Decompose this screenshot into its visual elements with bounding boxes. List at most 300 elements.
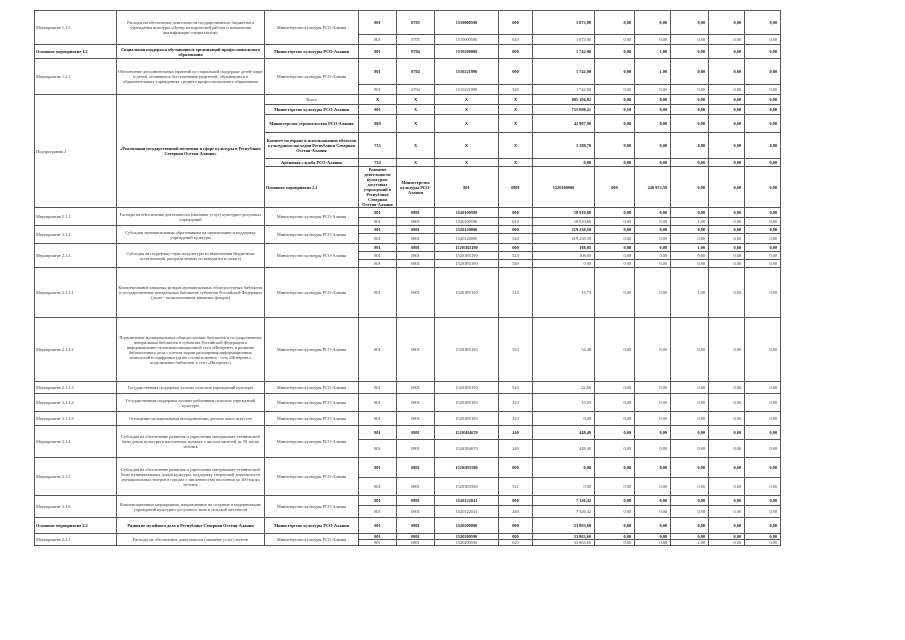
cell-v2: 0,00 — [595, 496, 635, 506]
cell-rz: X — [397, 115, 435, 133]
cell-v1: 54,48 — [533, 318, 595, 382]
cell-rz: 0801 — [397, 268, 435, 318]
cell-v4: 0,00 — [671, 105, 709, 115]
cell-csr: 1520200000 — [435, 518, 499, 534]
cell-csr: 15201R5190 — [435, 412, 499, 426]
cell-desc: Комплектование книжных фондов муниципальных общедоступных библиотек и государственных центральных библиотек субъектов Российской Федерации (далее - комплектование книжных фондов) — [117, 268, 265, 318]
cell-grbs: 801 — [359, 382, 397, 394]
cell-v5: 0,00 — [709, 426, 745, 440]
cell-v4: 0,00 — [671, 115, 709, 133]
cell-v4: 0,00 — [745, 167, 781, 208]
cell-rz: X — [397, 133, 435, 159]
cell-grbs: 809 — [359, 115, 397, 133]
table-row — [35, 226, 781, 234]
cell-grbs: 801 — [359, 208, 397, 218]
cell-grbs: 801 — [359, 506, 397, 518]
cell-v3: 0,00 — [635, 260, 671, 268]
cell-v2: 0,00 — [595, 540, 635, 546]
cell-desc: Государственная поддержка лучших сельских учреждений культуры — [117, 382, 265, 394]
cell-v5: 0,00 — [709, 382, 745, 394]
cell-v5: 0,00 — [709, 260, 745, 268]
cell-exec: Всего — [265, 95, 359, 105]
cell-v3: 0,00 — [635, 506, 671, 518]
cell-exec: Министерство культуры РСО-Алания — [397, 167, 435, 208]
cell-rz: 0801 — [397, 208, 435, 218]
cell-rz: 0801 — [397, 458, 435, 478]
cell-v3: 0,00 — [635, 115, 671, 133]
cell-csr: 1520100590 — [435, 218, 499, 226]
cell-v1: 1 742,00 — [533, 59, 595, 85]
cell-v2: 0,00 — [595, 95, 635, 105]
cell-grbs: 801 — [359, 496, 397, 506]
cell-v6: 0,00 — [745, 133, 781, 159]
cell-name: Мероприятие 1.2.1 — [35, 59, 117, 95]
cell-v6: 0,00 — [745, 318, 781, 382]
cell-grbs: 801 — [359, 234, 397, 244]
cell-v3: 0,00 — [635, 244, 671, 252]
cell-v4: 0,00 — [671, 85, 709, 95]
cell-rz: 0704 — [397, 85, 435, 95]
cell-vr: X — [499, 95, 533, 105]
cell-grbs: 801 — [359, 252, 397, 260]
table-row — [35, 394, 781, 412]
cell-csr: 15201R5190 — [435, 318, 499, 382]
cell-v1: 15,73 — [533, 268, 595, 318]
cell-v3: 0,00 — [635, 412, 671, 426]
cell-v3: 0,00 — [635, 11, 671, 35]
cell-v2: 0,00 — [595, 506, 635, 518]
cell-vr: 240 — [499, 440, 533, 458]
cell-name: Мероприятие 2.1.3 — [35, 244, 117, 268]
cell-vr: 000 — [499, 518, 533, 534]
cell-v1: 0,00 — [533, 458, 595, 478]
cell-v4: 0,00 — [671, 478, 709, 496]
cell-csr: 1510000590 — [435, 11, 499, 35]
cell-grbs: 801 — [359, 518, 397, 534]
cell-v4: 0,00 — [671, 412, 709, 426]
cell-vr: 523 — [499, 412, 533, 426]
cell-grbs: 801 — [359, 244, 397, 252]
cell-rz: 0705 — [397, 35, 435, 45]
cell-grbs: 801 — [435, 167, 499, 208]
cell-name: Мероприятие 2.1.6 — [35, 496, 117, 518]
cell-v5: 0,00 — [709, 115, 745, 133]
cell-csr: X — [435, 159, 499, 167]
cell-csr: 1520120000 — [435, 226, 499, 234]
cell-v1: 0,00 — [533, 260, 595, 268]
cell-csr: 15201R5580 — [435, 478, 499, 496]
cell-v4: 0,00 — [671, 458, 709, 478]
cell-grbs: 801 — [359, 260, 397, 268]
cell-rz: 0801 — [397, 478, 435, 496]
cell-v2: 0,00 — [595, 85, 635, 95]
cell-v3: 0,00 — [635, 85, 671, 95]
cell-v3: 0,00 — [635, 478, 671, 496]
cell-v6: 0,00 — [745, 226, 781, 234]
cell-v6: 0,00 — [745, 45, 781, 59]
cell-v3: 0,00 — [635, 234, 671, 244]
cell-name: Мероприятие 2.1.3.3 — [35, 382, 117, 394]
cell-vr: 523 — [499, 382, 533, 394]
cell-v5: 0,00 — [709, 518, 745, 534]
cell-v6: 0,00 — [745, 105, 781, 115]
cell-name: Подпрограмма 2 — [35, 95, 117, 208]
cell-exec: Министерство культуры РСО-Алания — [265, 11, 359, 45]
cell-v2: 0,00 — [595, 11, 635, 35]
cell-name: Мероприятие 1.1.5 — [35, 11, 117, 45]
table-row — [35, 496, 781, 506]
cell-v6: 0,00 — [745, 540, 781, 546]
cell-v4: 1,00 — [671, 268, 709, 318]
cell-v6: 0,00 — [745, 440, 781, 458]
cell-grbs: 801 — [359, 412, 397, 426]
budget-allocation-table — [34, 10, 781, 546]
cell-v6: 0,00 — [745, 244, 781, 252]
cell-vr: 523 — [499, 318, 533, 382]
cell-csr: X — [435, 95, 499, 105]
cell-grbs: 801 — [359, 226, 397, 234]
cell-v2: 0,00 — [595, 478, 635, 496]
cell-v2: 0,00 — [595, 458, 635, 478]
cell-v2: 0,00 — [595, 252, 635, 260]
cell-vr: 610 — [499, 35, 533, 45]
cell-desc: Субсидии муниципальным образованиям на организацию и поддержку учреждений культуры — [117, 226, 265, 244]
cell-vr: X — [499, 115, 533, 133]
cell-v5: 0,00 — [709, 244, 745, 252]
cell-v1: 22,86 — [533, 382, 595, 394]
cell-v6: 0,00 — [745, 59, 781, 85]
cell-v4: 0,00 — [671, 208, 709, 218]
cell-csr: X — [435, 115, 499, 133]
cell-v4: 0,00 — [671, 394, 709, 412]
cell-vr: 523 — [499, 252, 533, 260]
cell-exec: Министерство культуры РСО-Алания — [265, 518, 359, 534]
cell-v3: 1,00 — [635, 59, 671, 85]
cell-name: Мероприятие 2.1.3.5 — [35, 412, 117, 426]
cell-vr: 521 — [499, 478, 533, 496]
cell-v2: 0,00 — [595, 382, 635, 394]
cell-v4: 0,00 — [671, 426, 709, 440]
cell-rz: 0704 — [397, 59, 435, 85]
cell-v5: 0,00 — [709, 252, 745, 260]
cell-v3: 0,00 — [635, 534, 671, 540]
cell-vr: 000 — [499, 226, 533, 234]
cell-v4: 0,00 — [671, 440, 709, 458]
cell-v2: 0,00 — [595, 159, 635, 167]
table-row — [35, 426, 781, 440]
cell-rz: 0801 — [397, 534, 435, 540]
cell-csr: 1510200000 — [435, 45, 499, 59]
cell-rz: 0801 — [397, 394, 435, 412]
cell-desc: Развитие музейного дела в Республике Северная Осетия-Алания — [117, 518, 265, 534]
cell-v3: 0,00 — [635, 95, 671, 105]
cell-v4: 0,00 — [671, 133, 709, 159]
cell-v2: 0,00 — [595, 59, 635, 85]
cell-grbs: 801 — [359, 85, 397, 95]
cell-v6: 0,00 — [745, 208, 781, 218]
cell-v6: 0,00 — [745, 394, 781, 412]
cell-v1: 1 742,00 — [533, 85, 595, 95]
cell-v2: 0,00 — [595, 244, 635, 252]
cell-grbs: 801 — [359, 105, 397, 115]
cell-rz: 0704 — [397, 45, 435, 59]
cell-v1: 108,05 — [533, 244, 595, 252]
cell-v1: 42 907,90 — [533, 115, 595, 133]
cell-rz: 0801 — [397, 318, 435, 382]
cell-vr: 240 — [499, 506, 533, 518]
cell-rz: 0801 — [397, 496, 435, 506]
cell-csr: 1520120000 — [435, 234, 499, 244]
cell-grbs: 801 — [359, 458, 397, 478]
cell-rz: 0801 — [397, 226, 435, 234]
cell-v3: 1,00 — [635, 45, 671, 59]
cell-rz: 0801 — [397, 234, 435, 244]
cell-rz: 0705 — [397, 11, 435, 35]
cell-v1: 805 194,82 — [533, 95, 595, 105]
cell-csr: 15201R5190 — [435, 268, 499, 318]
cell-grbs: 801 — [359, 394, 397, 412]
table-row — [35, 95, 781, 105]
cell-v4: 0,00 — [671, 11, 709, 35]
cell-rz: 0801 — [397, 506, 435, 518]
table-row — [35, 268, 781, 318]
cell-csr: 1520200590 — [435, 540, 499, 546]
cell-csr: 15201R5190 — [435, 260, 499, 268]
cell-v4: 0,00 — [671, 159, 709, 167]
cell-grbs: 801 — [359, 426, 397, 440]
cell-v1: 246 953,59 — [635, 167, 671, 208]
cell-grbs: 801 — [359, 534, 397, 540]
cell-desc: Государственная поддержка лучших работников сельских учреждений культуры — [117, 394, 265, 412]
cell-v3: 0,00 — [635, 105, 671, 115]
cell-v6: 0,00 — [745, 234, 781, 244]
cell-v5: 0,00 — [709, 458, 745, 478]
cell-v6: 0,00 — [745, 426, 781, 440]
table-row — [35, 318, 781, 382]
cell-v6: 0,00 — [745, 252, 781, 260]
cell-v2: 0,00 — [595, 534, 635, 540]
cell-v2: 0,00 — [595, 394, 635, 412]
cell-v6: 0,00 — [745, 518, 781, 534]
budget-document-page — [34, 10, 777, 546]
cell-desc: «Реализация государственной политики в сфере культуры в Республике Северная Осетия-Алания» — [117, 95, 265, 208]
cell-grbs: 801 — [359, 540, 397, 546]
cell-name: Мероприятие 2.1.3.2 — [35, 318, 117, 382]
cell-v4: 1,00 — [671, 540, 709, 546]
cell-v3: 0,00 — [635, 268, 671, 318]
cell-v5: 0,00 — [709, 35, 745, 45]
cell-v2: 0,00 — [595, 35, 635, 45]
cell-v6: 0,00 — [745, 496, 781, 506]
cell-v4: 0,00 — [671, 496, 709, 506]
cell-v4: 1,00 — [671, 218, 709, 226]
cell-v6: 0,00 — [745, 218, 781, 226]
table-row — [35, 45, 781, 59]
cell-exec: Министерство культуры РСО-Алания — [265, 382, 359, 394]
table-row — [35, 458, 781, 478]
cell-v5: 0,00 — [709, 478, 745, 496]
cell-v5: 0,00 — [709, 85, 745, 95]
cell-v2: 0,00 — [595, 426, 635, 440]
cell-v6: 0,00 — [745, 506, 781, 518]
cell-csr: 15201R5190 — [435, 244, 499, 252]
cell-desc: Обеспечение дополнительных гарантий по социальной поддержке детей-сирот и детей, оставшихся без попечения родителей, обучающихся в образовательных учреждениях среднего профессионального образования — [117, 59, 265, 95]
cell-rz: 0801 — [397, 218, 435, 226]
table-row — [35, 244, 781, 252]
cell-grbs: 801 — [359, 218, 397, 226]
cell-desc: Социальная поддержка обучающихся организаций профессионального образования — [117, 45, 265, 59]
cell-grbs: 801 — [359, 318, 397, 382]
cell-v1: 0,00 — [533, 412, 595, 426]
cell-v3: 0,00 — [635, 208, 671, 218]
cell-desc: Развитие деятельности культурно-досуговых учреждений в Республике Северная Осетия-Алания — [359, 167, 397, 208]
cell-v2: 0,00 — [595, 518, 635, 534]
cell-v4: 0,00 — [671, 95, 709, 105]
cell-v5: 0,00 — [709, 226, 745, 234]
cell-name: Мероприятие 2.2.1 — [35, 534, 117, 546]
cell-v4: 0,00 — [671, 45, 709, 59]
cell-v3: 0,00 — [709, 167, 745, 208]
cell-csr: 1520100590 — [435, 208, 499, 218]
cell-v6: 0,00 — [745, 35, 781, 45]
cell-v5: 0,00 — [709, 95, 745, 105]
cell-v1: 448,40 — [533, 426, 595, 440]
cell-rz: X — [397, 159, 435, 167]
cell-exec: Министерство культуры РСО-Алания — [265, 226, 359, 244]
cell-desc: Подключение муниципальных общедоступных библиотек и государственных центральных библиотек в субъектах Российской Федерации к информационно-телекоммуникационной сети «Интернет» и развитие библиотечного дела с учетом задачи расширения информационных технологий и оцифровки (далее соответственно - сеть «Интернет», подключение библиотек к сети «Интернет») — [117, 318, 265, 382]
cell-csr: X — [435, 105, 499, 115]
cell-exec: Министерство культуры РСО-Алания — [265, 496, 359, 518]
cell-v6: 0,00 — [745, 478, 781, 496]
cell-csr: 1520122041 — [435, 496, 499, 506]
cell-vr: 000 — [499, 244, 533, 252]
cell-desc: Субсидия на поддержку отрасли культуры из выполнения бюджетных ассигнований, распределённых по конкурсам и оплате) — [117, 244, 265, 268]
cell-vr: X — [499, 133, 533, 159]
cell-v3: 0,00 — [635, 35, 671, 45]
cell-v5: 0,00 — [709, 208, 745, 218]
cell-name: Основное мероприятие 2.2 — [35, 518, 117, 534]
cell-v2: 0,00 — [595, 318, 635, 382]
cell-vr: 000 — [499, 534, 533, 540]
cell-rz: 0801 — [397, 260, 435, 268]
cell-vr: 000 — [499, 458, 533, 478]
cell-v1: 0,00 — [533, 159, 595, 167]
cell-v3: 0,00 — [635, 540, 671, 546]
cell-v1: 53 863,60 — [533, 534, 595, 540]
cell-grbs: 801 — [359, 440, 397, 458]
cell-vr: 520 — [499, 234, 533, 244]
cell-vr: 620 — [499, 540, 533, 546]
cell-v2: 0,00 — [595, 268, 635, 318]
cell-csr: 1520122041 — [435, 506, 499, 518]
cell-exec: Министерство культуры РСО-Алания — [265, 534, 359, 546]
cell-rz: 0801 — [397, 412, 435, 426]
cell-vr: 320 — [499, 85, 533, 95]
cell-v3: 0,00 — [635, 226, 671, 234]
cell-v1: 448,40 — [533, 440, 595, 458]
cell-v1: 3 188,70 — [533, 133, 595, 159]
cell-csr: 1510221990 — [435, 59, 499, 85]
cell-csr: 1520100000 — [533, 167, 595, 208]
cell-exec: Министерство культуры РСО-Алания — [265, 426, 359, 458]
cell-exec: Министерство культуры РСО-Алания — [265, 458, 359, 496]
cell-grbs: 801 — [359, 268, 397, 318]
cell-v3: 0,00 — [635, 133, 671, 159]
cell-v6: 0,00 — [745, 268, 781, 318]
cell-name: Мероприятие 2.1.2 — [35, 226, 117, 244]
cell-name: Мероприятие 2.1.1 — [35, 208, 117, 226]
cell-v3: 0,00 — [635, 496, 671, 506]
cell-v3: 0,00 — [635, 458, 671, 478]
cell-v3: 0,00 — [635, 159, 671, 167]
cell-v3: 0,00 — [635, 394, 671, 412]
cell-rz: 0801 — [397, 518, 435, 534]
cell-vr: X — [499, 105, 533, 115]
cell-vr: 600 — [499, 11, 533, 35]
cell-v4: 0,00 — [671, 234, 709, 244]
cell-csr: 15201R5190 — [435, 394, 499, 412]
cell-csr: 1510221990 — [435, 85, 499, 95]
cell-desc: Расходы на обеспечение деятельности (оказание услуг) музеев — [117, 534, 265, 546]
cell-v4: 0,00 — [671, 260, 709, 268]
cell-rz: X — [397, 105, 435, 115]
cell-v5: 0,00 — [709, 534, 745, 540]
cell-v2: 0,00 — [595, 115, 635, 133]
cell-v3: 0,00 — [635, 318, 671, 382]
cell-v5: 0,00 — [709, 268, 745, 318]
cell-v1: 18 910,60 — [533, 208, 595, 218]
cell-grbs: 801 — [359, 478, 397, 496]
cell-csr: 1520200590 — [435, 534, 499, 540]
cell-csr: 15201R5190 — [435, 252, 499, 260]
cell-name: Мероприятие 2.1.3.1 — [35, 268, 117, 318]
cell-v3: 0,00 — [635, 426, 671, 440]
cell-name: Мероприятие 2.1.4 — [35, 426, 117, 458]
cell-v2: 0,50 — [595, 105, 635, 115]
cell-v5: 0,00 — [709, 318, 745, 382]
cell-v6: 0,00 — [745, 412, 781, 426]
cell-v6: 0,00 — [745, 95, 781, 105]
cell-exec: Министерство культуры РСО-Алания — [265, 318, 359, 382]
cell-v1: 755 098,21 — [533, 105, 595, 115]
cell-v4: 1,00 — [671, 244, 709, 252]
cell-rz: 0801 — [397, 426, 435, 440]
cell-v2: 0,00 — [595, 226, 635, 234]
cell-v1: 219 238,50 — [533, 234, 595, 244]
cell-exec: Министерство культуры РСО-Алания — [265, 268, 359, 318]
cell-csr: 15201R5580 — [435, 458, 499, 478]
cell-desc: Субсидия на обеспечение развития и укрепления материально-технической базы домов культуры в населенных пунктах с числом жителей до 50 тысяч человек — [117, 426, 265, 458]
cell-v5: 0,00 — [709, 45, 745, 59]
cell-v5: 0,00 — [709, 506, 745, 518]
cell-exec: Министерство культуры РСО-Алания — [265, 208, 359, 226]
cell-v5: 0,00 — [709, 59, 745, 85]
cell-v3: 0,00 — [635, 218, 671, 226]
cell-csr: X — [435, 133, 499, 159]
cell-v6: 0,00 — [745, 260, 781, 268]
cell-vr: 523 — [499, 394, 533, 412]
cell-vr: 523 — [499, 268, 533, 318]
cell-rz: 0801 — [397, 382, 435, 394]
cell-name: Мероприятие 2.1.5 — [35, 458, 117, 496]
cell-exec: Министерство культуры РСО-Алания — [265, 105, 359, 115]
cell-v6: 0,00 — [745, 115, 781, 133]
cell-v6: 0,00 — [745, 159, 781, 167]
cell-grbs: 801 — [359, 11, 397, 35]
cell-v4: 0,00 — [671, 226, 709, 234]
cell-vr: 540 — [499, 260, 533, 268]
cell-grbs: 801 — [359, 59, 397, 85]
